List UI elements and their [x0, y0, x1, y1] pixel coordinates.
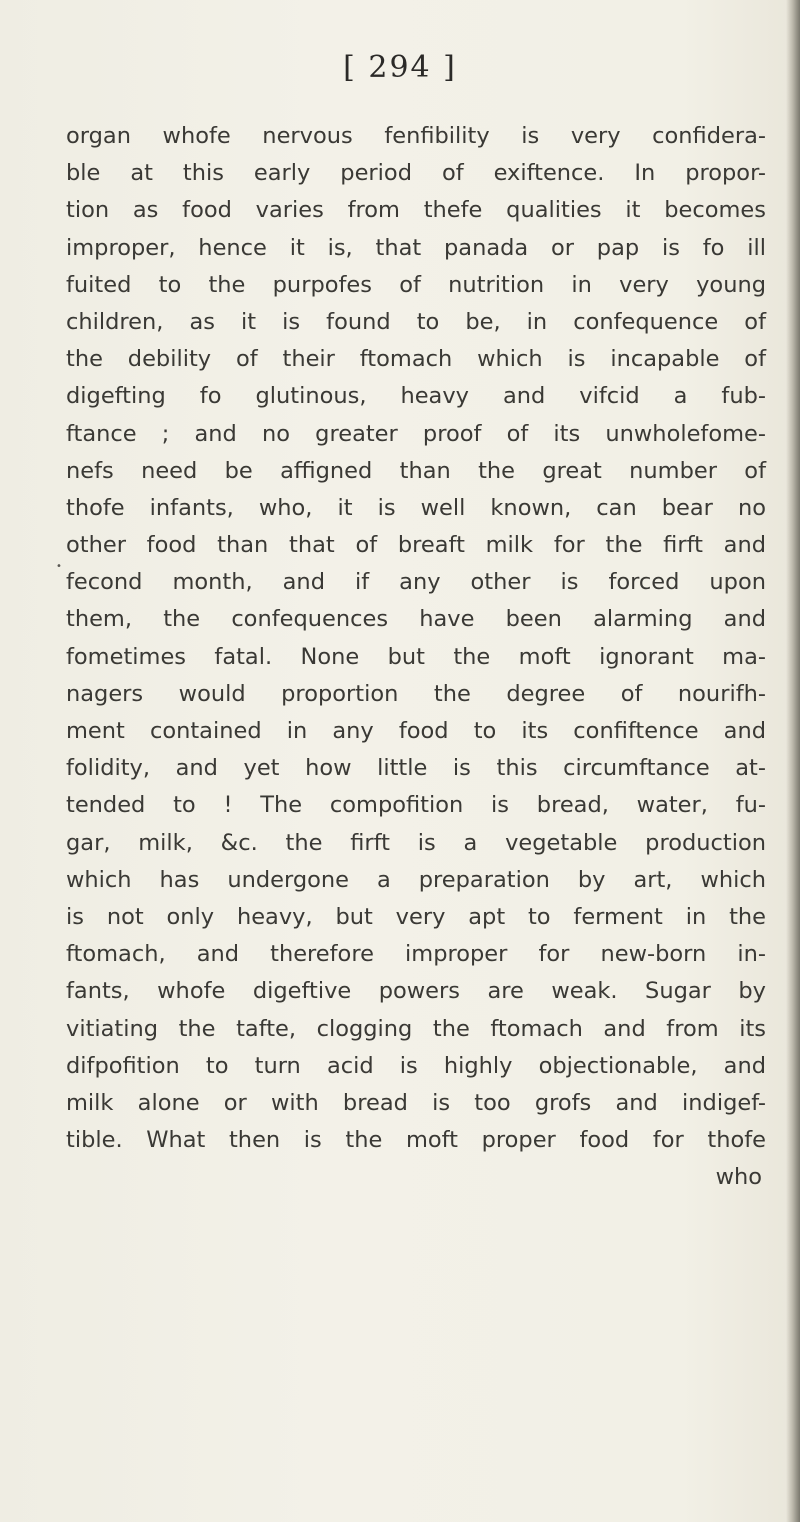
text-line: vitiating the tafte, clogging the ftomach and from its — [66, 1015, 766, 1042]
text-line: tible. What then is the moft proper food for thofe — [66, 1127, 766, 1154]
text-line: ftomach, and therefore improper for new-born in- — [66, 941, 766, 968]
text-line: fuited to the purpofes of nutrition in very young — [66, 271, 766, 298]
text-line: other food than that of breaft milk for the firft and — [66, 532, 766, 559]
text-line: organ whofe nervous fenfibility is very confidera- — [66, 123, 766, 149]
text-line: difpofition to turn acid is highly objectionable, and — [66, 1052, 766, 1079]
text-line: digefting fo glutinous, heavy and vifcid a fub- — [66, 383, 766, 410]
text-line: is not only heavy, but very apt to ferment in the — [66, 903, 766, 930]
marginal-mark: • — [56, 561, 62, 572]
text-line: them, the confequences have been alarming and — [66, 606, 766, 633]
page-gutter-shadow — [786, 0, 800, 1522]
text-line: thofe infants, who, it is well known, can bear no — [66, 494, 766, 521]
text-line: ftance ; and no greater proof of its unwholefome- — [66, 420, 766, 447]
text-line: fecond month, and if any other is forced upon — [66, 569, 766, 596]
text-line: tended to ! The compofition is bread, water, fu- — [66, 792, 766, 819]
text-line: gar, milk, &c. the firft is a vegetable production — [66, 829, 766, 856]
text-line: fometimes fatal. None but the moft ignorant ma- — [66, 643, 766, 670]
catchword: who — [715, 1164, 762, 1191]
text-line: folidity, and yet how little is this circumftance at- — [66, 755, 766, 782]
body-text — [66, 118, 766, 1196]
text-line: which has undergone a preparation by art, which — [66, 866, 766, 893]
text-line: ment contained in any food to its confiftence and — [66, 718, 766, 744]
text-line: nefs need be affigned than the great number of — [66, 457, 766, 484]
text-line: milk alone or with bread is too grofs and indigef- — [66, 1089, 766, 1116]
text-line: improper, hence it is, that panada or pap is fo ill — [66, 234, 766, 261]
text-line: nagers would proportion the degree of nourifh- — [66, 680, 766, 707]
page-number-header: [ 294 ] — [343, 50, 457, 85]
text-line: tion as food varies from thefe qualities it becomes — [66, 197, 766, 224]
text-line: fants, whofe digeftive powers are weak. Sugar by — [66, 978, 766, 1005]
text-line: ble at this early period of exiftence. In propor- — [66, 160, 766, 187]
text-line: children, as it is found to be, in confequence of — [66, 308, 766, 335]
text-line: the debility of their ftomach which is incapable of — [66, 346, 766, 373]
